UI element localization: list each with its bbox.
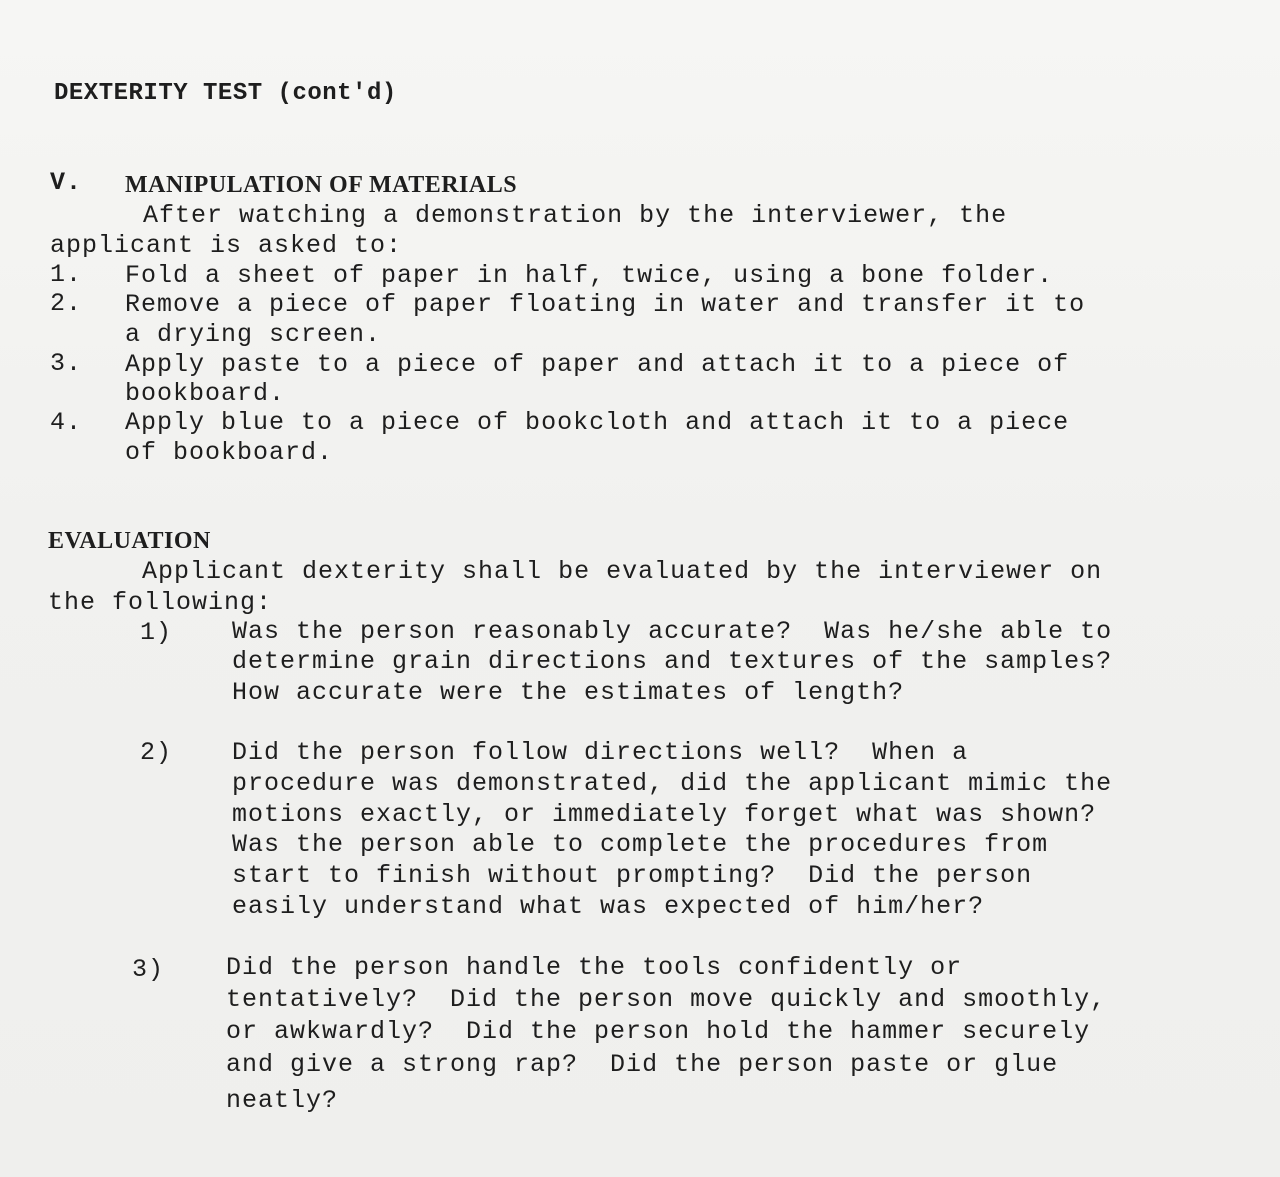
section-number: V.: [50, 168, 83, 197]
question-text: start to finish without prompting? Did the person: [232, 861, 1033, 890]
task-text: Apply blue to a piece of bookcloth and attach it to a piece: [125, 408, 1070, 437]
task-text: Apply paste to a piece of paper and attach it to a piece of: [125, 350, 1070, 379]
evaluation-intro-line: Applicant dexterity shall be evaluated by the interviewer on: [142, 557, 1103, 586]
section-title: MANIPULATION OF MATERIALS: [125, 172, 518, 198]
task-text: Fold a sheet of paper in half, twice, using a bone folder.: [125, 261, 1054, 290]
section-intro-line: After watching a demonstration by the interviewer, the: [143, 201, 1008, 230]
question-text: Was the person reasonably accurate? Was he/she able to: [232, 617, 1113, 646]
question-text: neatly?: [226, 1086, 339, 1115]
question-text: or awkwardly? Did the person hold the hammer securely: [226, 1017, 1091, 1046]
task-number: 2.: [50, 289, 83, 318]
task-number: 1.: [50, 260, 83, 289]
task-text: of bookboard.: [125, 438, 334, 467]
task-text: Remove a piece of paper floating in water and transfer it to: [125, 290, 1086, 319]
question-text: Did the person handle the tools confidently or: [226, 953, 963, 982]
question-text: Did the person follow directions well? When a: [232, 738, 969, 767]
document-title: DEXTERITY TEST (cont'd): [54, 80, 397, 107]
question-text: procedure was demonstrated, did the applicant mimic the: [232, 769, 1113, 798]
question-number: 3): [132, 955, 165, 984]
task-number: 3.: [50, 349, 83, 378]
question-text: motions exactly, or immediately forget what was shown?: [232, 800, 1097, 829]
section-intro-line: applicant is asked to:: [50, 231, 403, 260]
evaluation-heading: EVALUATION: [48, 528, 211, 554]
task-text: bookboard.: [125, 379, 286, 408]
question-text: How accurate were the estimates of length?: [232, 678, 905, 707]
question-text: and give a strong rap? Did the person paste or glue: [226, 1050, 1059, 1079]
question-text: tentatively? Did the person move quickly and smoothly,: [226, 985, 1107, 1014]
task-text: a drying screen.: [125, 320, 382, 349]
question-number: 2): [140, 738, 173, 767]
question-number: 1): [140, 618, 173, 647]
evaluation-intro-line: the following:: [48, 588, 273, 617]
question-text: Was the person able to complete the procedures from: [232, 830, 1049, 859]
question-text: determine grain directions and textures of the samples?: [232, 647, 1113, 676]
question-text: easily understand what was expected of him/her?: [232, 892, 985, 921]
task-number: 4.: [50, 408, 83, 437]
